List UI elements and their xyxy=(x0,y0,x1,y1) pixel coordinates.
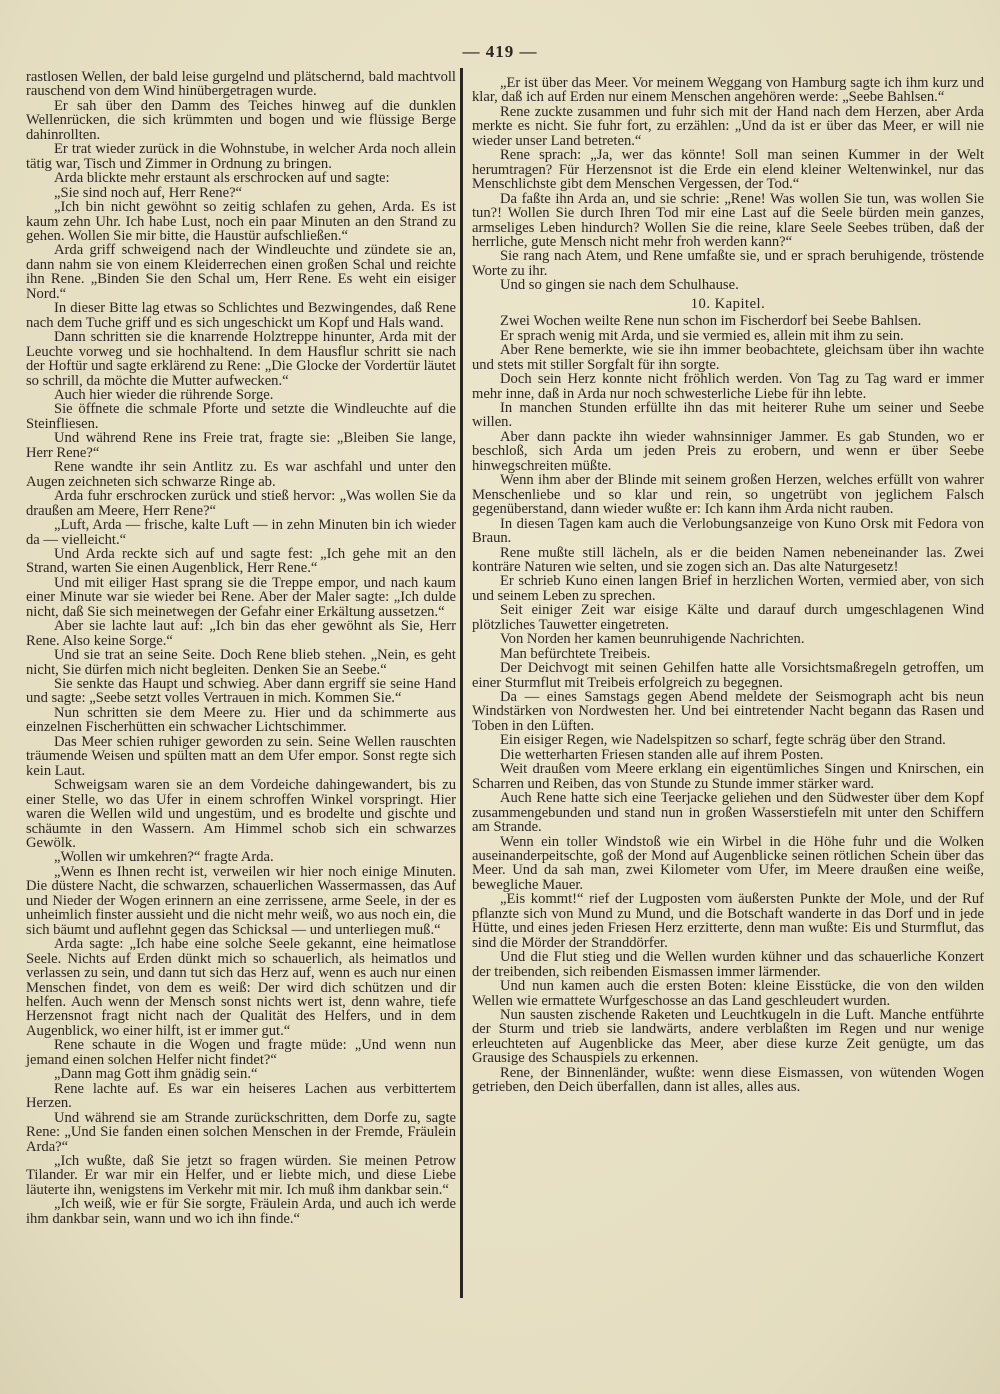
paragraph: Der Deichvogt mit seinen Gehilfen hatte alle Vorsichtsmaßregeln getroffen, um einer Sturmflut mit Treibeis erfolgreich zu begegnen. xyxy=(472,660,984,691)
paragraph: Rene wandte ihr sein Antlitz zu. Es war aschfahl und unter den Augen zeichneten sich schwarze Ringe ab. xyxy=(26,459,456,490)
paragraph: Arda fuhr erschrocken zurück und stieß hervor: „Was wollen Sie da draußen am Meere, Herr Rene?“ xyxy=(26,488,456,519)
paragraph: Und die Flut stieg und die Wellen wurden kühner und das schauerliche Konzert der treibenden, sich reibenden Eismassen immer lärmender. xyxy=(472,949,984,980)
paragraph: Ein eisiger Regen, wie Nadelspitzen so scharf, fegte schräg über den Strand. xyxy=(500,732,946,749)
paragraph: Sie rang nach Atem, und Rene umfaßte sie, und er sprach beruhigende, tröstende Worte zu ihr. xyxy=(472,248,984,279)
paragraph: Und nun kamen auch die ersten Boten: kleine Eisstücke, die von den wilden Wellen wie ermattete Wurfgeschosse an das Land geschleudert wurden. xyxy=(472,978,984,1009)
paragraph: Rene, der Binnenländer, wußte: wenn diese Eismassen, von wütenden Wogen getrieben, den Deich überfallen, dann ist alles, alles aus. xyxy=(472,1064,984,1096)
paragraph: Von Norden her kamen beunruhigende Nachrichten. xyxy=(500,631,805,648)
left-column xyxy=(26,70,456,1226)
paragraph: „Wenn es Ihnen recht ist, verweilen wir hier noch einige Minuten. Die düstere Nacht, die schwarzen, schauerlichen Wassermassen, das Auf und Nieder der Wogen erinnern an eine zerrissene, arme Seele, in der es unheimlich finster aussieht und die nicht mehr weiß, wo aus noch ein, die sich bäumt und auflehnt gegen das Schicksal — und unterliegen muß.“ xyxy=(26,863,456,938)
paragraph: Da faßte ihn Arda an, und sie schrie: „Rene! Was wollen Sie tun, was wollen Sie tun?! Wollen Sie durch Ihren Tod mir eine Last auf die Seele bürden mein ganzes, armseliges Leben hindurch? Wollen Sie die reine, klare Seele Seebes trüben, daß der herrliche, gute Mensch nicht mehr froh werden kann?“ xyxy=(472,190,984,250)
paragraph: Nun schritten sie dem Meere zu. Hier und da schimmerte aus einzelnen Fischerhütten ein schwacher Lichtschimmer. xyxy=(26,704,456,736)
paragraph: Er schrieb Kuno einen langen Brief in herzlichen Worten, vermied aber, von sich und seinem Leben zu sprechen. xyxy=(472,573,984,604)
paragraph: „Ich bin nicht gewöhnt so zeitig schlafen zu gehen, Arda. Es ist kaum zehn Uhr. Ich habe Lust, noch ein paar Minuten an den Strand zu gehen. Wollen Sie mir bitte, die Haustür aufschließen.“ xyxy=(26,199,456,244)
paragraph: Auch Rene hatte sich eine Teerjacke geliehen und den Südwester über dem Kopf zusammengebunden und stand nun in großen Wasserstiefeln mit unter den Schiffern am Strande. xyxy=(472,790,984,836)
paragraph: Das Meer schien ruhiger geworden zu sein. Seine Wellen rauschten träumende Weisen und spülten matt an dem Ufer empor. Sonst regte sich kein Laut. xyxy=(26,733,456,779)
paragraph: Er trat wieder zurück in die Wohnstube, in welcher Arda noch allein tätig war, Tisch und Zimmer in Ordnung zu bringen. xyxy=(26,141,456,172)
paragraph: Rene zuckte zusammen und fuhr sich mit der Hand nach dem Herzen, aber Arda merkte es nicht. Sie fuhr fort, zu erzählen: „Und da ist er über das Meer, er will nie wieder unser Land betreten.“ xyxy=(472,103,984,149)
paragraph: „Sie sind noch auf, Herr Rene?“ xyxy=(54,184,243,201)
paragraph: Man befürchtete Treibeis. xyxy=(500,645,651,662)
paragraph: Doch sein Herz konnte nicht fröhlich werden. Von Tag zu Tag ward er immer mehr inne, daß in Arda nur noch schwesterliche Liebe für ihn lebte. xyxy=(472,371,984,402)
paragraph: Auch hier wieder die rührende Sorge. xyxy=(54,386,274,403)
paragraph: Dann schritten sie die knarrende Holztreppe hinunter, Arda mit der Leuchte vorweg und sie hochhaltend. In dem Hausflur schritt sie nach der Hoftür und sagte erklärend zu Rene: „Die Glocke der Vordertür läutet so schrill, da möchte die Mutter aufwecken.“ xyxy=(26,329,456,389)
paragraph: In manchen Stunden erfüllte ihn das mit heiterer Ruhe um seiner und Seebe willen. xyxy=(472,399,984,431)
paragraph: Weit draußen vom Meere erklang ein eigentümliches Singen und Knirschen, ein Scharren und Reiben, das von Stunde zu Stunde immer stärker ward. xyxy=(472,761,984,792)
paragraph: Und während sie am Strande zurückschritten, dem Dorfe zu, sagte Rene: „Und Sie fanden einen solchen Menschen in der Fremde, Fräulein Arda?“ xyxy=(26,1109,456,1155)
paragraph: „Ich wußte, daß Sie jetzt so fragen würden. Sie meinen Petrow Tilander. Er war mir ein Helfer, und er liebte mich, und diese Liebe läuterte ihn, wenigstens im Verkehr mit mir. Ich muß ihm dankbar sein.“ xyxy=(26,1152,456,1198)
right-column xyxy=(472,76,984,1095)
paragraph: Sie senkte das Haupt und schwieg. Aber dann ergriff sie seine Hand und sagte: „Seebe setzt volles Vertrauen in mich. Kommen Sie.“ xyxy=(26,676,456,707)
paragraph: Arda griff schweigend nach der Windleuchte und zündete sie an, dann nahm sie von einem Kleiderrechen einen großen Schal und reichte ihn Rene. „Binden Sie den Schal um, Herr Rene. Es weht ein eisiger Nord.“ xyxy=(26,242,456,302)
right-column-after-heading xyxy=(472,314,984,1094)
paragraph: In diesen Tagen kam auch die Verlobungsanzeige von Kuno Orsk mit Fedora von Braun. xyxy=(472,515,984,547)
paragraph: Aber Rene bemerkte, wie sie ihn immer beobachtete, gleichsam über ihn wachte und stets mit stiller Sorgfalt für ihn sorgte. xyxy=(472,342,984,373)
paragraph: In dieser Bitte lag etwas so Schlichtes und Bezwingendes, daß Rene nach dem Tuche griff und es sich ungeschickt um Kopf und Hals wand. xyxy=(26,300,456,331)
paragraph: Nun sausten zischende Raketen und Leuchtkugeln in die Luft. Manche entführte der Sturm und trieb sie landwärts, andere verblaßten im Regen und nur wenige erleuchteten auf Augenblicke das Meer, aber diese kurze Zeit genügte, um das Grausige des Schauspiels zu erkennen. xyxy=(472,1007,984,1067)
column-divider xyxy=(460,68,463,1298)
paragraph: Da — eines Samstags gegen Abend meldete der Seismograph acht bis neun Windstärken von Nordwesten her. Und bei eintretender Nacht begann das Rasen und Toben in den Lüften. xyxy=(472,689,984,734)
paragraph: „Er ist über das Meer. Vor meinem Weggang von Hamburg sagte ich ihm kurz und klar, daß ich auf Erden nur einem Menschen angehören werde: „Seebe Bahlsen.“ xyxy=(472,75,984,106)
paragraph: Rene schaute in die Wogen und fragte müde: „Und wenn nun jemand einen solchen Helfer nicht findet?“ xyxy=(26,1037,456,1068)
paragraph: „Luft, Arda — frische, kalte Luft — in zehn Minuten bin ich wieder da — vielleicht.“ xyxy=(26,517,456,548)
right-column-before-heading xyxy=(472,76,984,293)
paragraph: Und sie trat an seine Seite. Doch Rene blieb stehen. „Nein, es geht nicht, Sie dürfen mich nicht begleiten. Denken Sie an Seebe.“ xyxy=(26,647,456,678)
paragraph: Rene lachte auf. Es war ein heiseres Lachen aus verbittertem Herzen. xyxy=(26,1080,456,1112)
paragraph: Sie öffnete die schmale Pforte und setzte die Windleuchte auf die Steinfliesen. xyxy=(26,401,456,432)
paragraph: Aber sie lachte laut auf: „Ich bin das eher gewöhnt als Sie, Herr Rene. Also keine Sorge.“ xyxy=(26,618,456,649)
paragraph: Arda blickte mehr erstaunt als erschrocken auf und sagte: xyxy=(54,170,390,187)
paragraph: „Dann mag Gott ihm gnädig sein.“ xyxy=(54,1066,258,1083)
page-number: — 419 — xyxy=(462,42,538,61)
paragraph: Arda sagte: „Ich habe eine solche Seele gekannt, eine heimatlose Seele. Nichts auf Erden dünkt mich so schauerlich, als heimatlos und verlassen zu sein, und dann tut sich das Herz auf, wenn es auch nur einen Menschen findet, von dem es weiß: Der wird dich schützen und dir helfen. Auch wenn der Mensch sonst nichts wert ist, denn wahre, tiefe Herzensnot fragt nicht nach der Qualität des Helfers, und in dem Augenblick, wo einer hilft, ist er immer gut.“ xyxy=(26,936,456,1039)
paragraph: „Eis kommt!“ rief der Lugposten vom äußersten Punkte der Mole, und der Ruf pflanzte sich von Mund zu Mund, und die Botschaft wanderte in das Dorf und in jede Hütte, und eines jeden Friesen Herz erzitterte, denn man wußte: Eis und Sturmflut, das sind die Mörder der Stranddörfer. xyxy=(472,891,984,951)
paragraph: Wenn ein toller Windstoß wie ein Wirbel in die Höhe fuhr und die Wolken auseinanderpeitschte, goß der Mond auf Augenblicke seinen rötlichen Schein über das Meer. Und da sah man, zwei Kilometer vom Ufer, im Meere draußen eine weiße, bewegliche Mauer. xyxy=(472,833,984,893)
paragraph: Schweigsam waren sie an dem Vordeiche dahingewandert, bis zu einer Stelle, wo das Ufer in einem schroffen Winkel vorspringt. Hier waren die Wellen wild und ungestüm, und es brodelte und gischte und schäumte in den Wassern. Am Himmel schob sich ein schwarzes Gewölk. xyxy=(26,777,456,852)
paragraph: Und während Rene ins Freie trat, fragte sie: „Bleiben Sie lange, Herr Rene?“ xyxy=(26,430,456,461)
paragraph: „Ich weiß, wie er für Sie sorgte, Fräulein Arda, und auch ich werde ihm dankbar sein, wann und wo ich ihn finde.“ xyxy=(26,1196,456,1227)
paragraph: rastlosen Wellen, der bald leise gurgelnd und plätschernd, bald machtvoll rauschend von dem Wind hinübergetragen wurde. xyxy=(26,69,456,100)
paragraph: Und Arda reckte sich auf und sagte fest: „Ich gehe mit an den Strand, warten Sie einen Augenblick, Herr Rene.“ xyxy=(26,545,456,577)
paragraph: Er sprach wenig mit Arda, und sie vermied es, allein mit ihm zu sein. xyxy=(500,327,904,344)
paragraph: Und mit eiliger Hast sprang sie die Treppe empor, und nach kaum einer Minute war sie wieder bei Rene. Aber der Maler sagte: „Ich dulde nicht, daß Sie sich meinetwegen der Gefahr einer Erkältung aussetzen.“ xyxy=(26,574,456,620)
chapter-heading: 10. Kapitel. xyxy=(690,295,766,312)
paragraph: Die wetterharten Friesen standen alle auf ihrem Posten. xyxy=(500,746,824,763)
paragraph: Er sah über den Damm des Teiches hinweg auf die dunklen Wellenrücken, die sich krümmten und bogen und wie flüssige Berge dahinrollten. xyxy=(26,97,456,143)
paragraph: Und so gingen sie nach dem Schulhause. xyxy=(500,277,739,294)
paragraph: Aber dann packte ihn wieder wahnsinniger Jammer. Es gab Stunden, wo er beschloß, sich Arda um jeden Preis zu erobern, und wenn er über Seebe hinwegschreiten müßte. xyxy=(472,428,984,474)
paragraph: Rene sprach: „Ja, wer das könnte! Soll man seinen Kummer in der Welt herumtragen? Für Herzensnot ist die Erde ein elend kleiner Weltenwinkel, nur das Menschlichste gibt dem Menschen Vergessen, der Tod.“ xyxy=(472,147,984,193)
paragraph: Seit einiger Zeit war eisige Kälte und darauf durch umgeschlagenen Wind plötzliches Tauwetter eingetreten. xyxy=(472,602,984,633)
paragraph: Rene mußte still lächeln, als er die beiden Namen nebeneinander las. Zwei konträre Naturen wie selten, und sie zogen sich an. Das alte Naturgesetz! xyxy=(472,544,984,575)
paragraph: Wenn ihm aber der Blinde mit seinem großen Herzen, welches erfüllt von wahrer Menschenliebe und so klar und rein, so ungetrübt von jeglichem Falsch gegenüberstand, dann wieder wußte er: Ich kann ihm Arda nicht rauben. xyxy=(472,472,984,518)
paragraph: Zwei Wochen weilte Rene nun schon im Fischerdorf bei Seebe Bahlsen. xyxy=(500,313,922,330)
paragraph: „Wollen wir umkehren?“ fragte Arda. xyxy=(54,849,274,866)
